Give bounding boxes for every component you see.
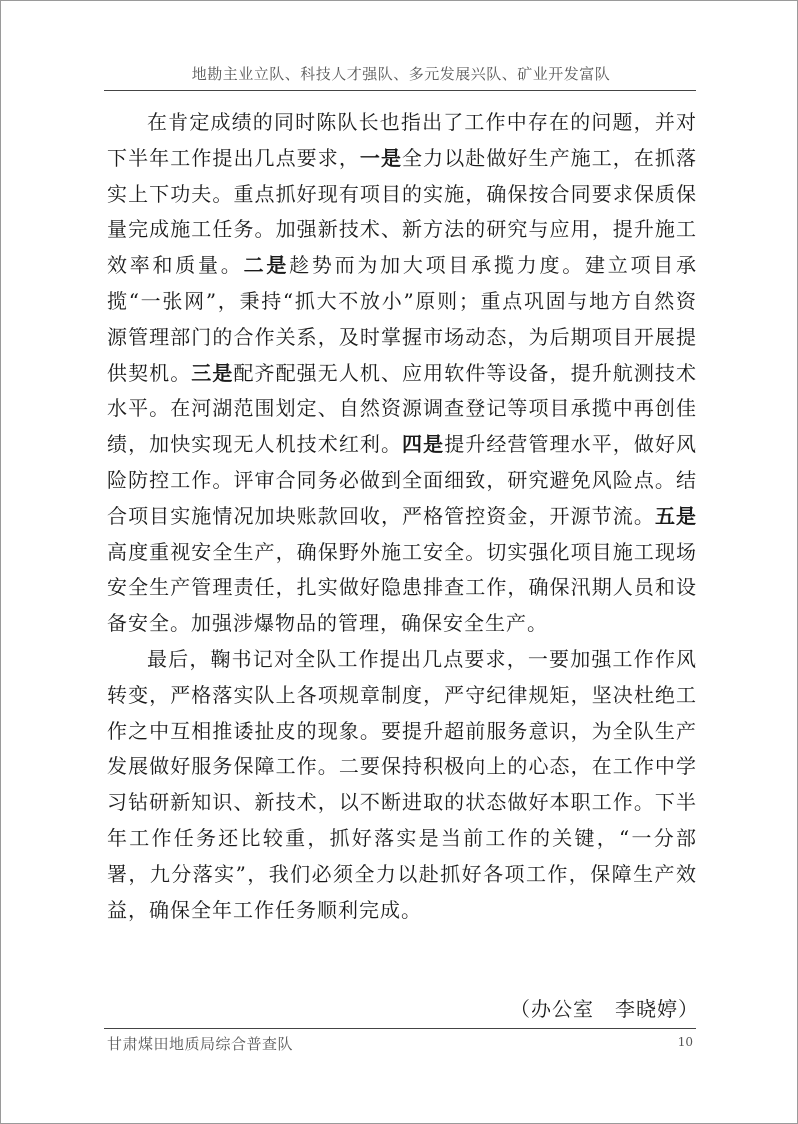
keyword-fourth: 四是 [402, 432, 445, 457]
page-number: 10 [677, 1035, 693, 1049]
keyword-first: 一是 [359, 145, 403, 170]
paragraph-closing: 最后，鞠书记对全队工作提出几点要求，一要加强工作作风转变，严格落实队上各项规章制度，严守纪律规矩，坚决杜绝工作之中互相推诿扯皮的现象。要提升超前服务意识，为全队生产发展做好服务保障工作。二要保持积极向上的心态，在工作中学习钻研新知识、新技术，以不断进取的状态做好本职工作。下半年工作任务还比较重，抓好落实是当前工作的关键，“一分部署，九分落实”，我们必须全力以赴抓好各项工作，保障生产效益，确保全年工作任务顺利完成。 [107, 646, 697, 922]
paragraph-text: 全力以赴做好生产施工，在抓落实上下功夫。重点抓好现有项目的实施，确保按合同要求保质保量完成施工任务。加强新技术、新方法的研究与应用，提升施工效率和质量。 [107, 145, 698, 278]
author-signature: （办公室 李晓婷） [510, 997, 699, 1021]
footer-divider [104, 1028, 696, 1029]
keyword-second: 二是 [243, 253, 290, 278]
article-body [107, 105, 697, 928]
paragraph-text: 配齐配强无人机、应用软件等设备，提升航测技术水平。在河湖范围划定、自然资源调查登记等项目承揽中再创佳绩，加快实现无人机技术红利。 [107, 360, 698, 457]
paragraph-requirements [107, 105, 697, 642]
paragraph-text: 趁势而为加大项目承揽力度。建立项目承揽“一张网”，秉持“抓大不放小”原则；重点巩固与地方自然资源管理部门的合作关系，及时掌握市场动态，为后期项目开展提供契机。 [107, 253, 698, 385]
paragraph-text: 在肯定成绩的同时陈队长也指出了工作中存在的问题，并对下半年工作提出几点要求， [107, 110, 697, 170]
keyword-third: 三是 [191, 360, 234, 385]
header-divider [104, 90, 696, 91]
paragraph-text: 提升经营管理水平，做好风险防控工作。评审合同务必做到全面细致，研究避免风险点。结合项目实施情况加块账款回收，严格管控资金，开源节流。 [107, 432, 698, 528]
paragraph-text: 高度重视安全生产，确保野外施工安全。切实强化项目施工现场安全生产管理责任，扎实做好隐患排查工作，确保汛期人员和设备安全。加强涉爆物品的管理，确保安全生产。 [107, 539, 697, 636]
footer-organization: 甘肃煤田地质局综合普查队 [107, 1035, 294, 1053]
keyword-fifth: 五是 [654, 503, 698, 528]
page-header-motto: 地勘主业立队、科技人才强队、多元发展兴队、矿业开发富队 [191, 65, 611, 83]
